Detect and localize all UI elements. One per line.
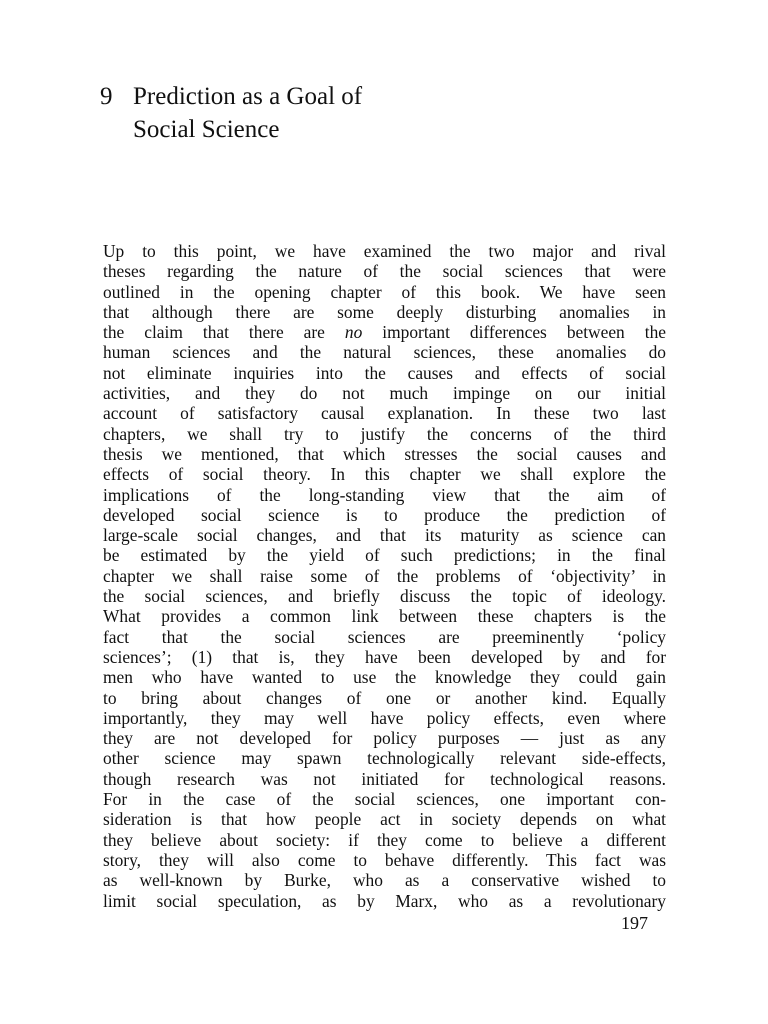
text-line-32: as well-known by Burke, who as a conservative wished to (103, 870, 666, 891)
text-line-25: they are not developed for policy purposes — just as any (103, 728, 666, 749)
text-line-6: human sciences and the natural sciences, these anomalies do (103, 342, 666, 363)
text-line-18: the social sciences, and briefly discuss the topic of ideology. (103, 586, 666, 607)
text-line-7: not eliminate inquiries into the causes and effects of social (103, 362, 666, 383)
text-line-4: that although there are some deeply disturbing anomalies in (103, 301, 666, 322)
text-line-21: sciences’; (1) that is, they have been developed by and for (103, 646, 666, 667)
chapter-number: 9 (100, 83, 113, 110)
text-line-23: to bring about changes of one or another kind. Equally (103, 687, 666, 708)
chapter-title (133, 80, 553, 146)
text-line-9: account of satisfactory causal explanation. In these two last (103, 403, 666, 424)
text-line-11: thesis we mentioned, that which stresses the social causes and (103, 443, 666, 464)
chapter-title-line-1: Prediction as a Goal of (133, 83, 363, 110)
text-line-22: men who have wanted to use the knowledge they could gain (103, 667, 666, 688)
text-line-8: activities, and they do not much impinge on our initial (103, 383, 666, 404)
text-line-12: effects of social theory. In this chapter we shall explore the (103, 464, 666, 485)
text-line-24: importantly, they may well have policy effects, even where (103, 707, 666, 728)
text-line-10: chapters, we shall try to justify the concerns of the third (103, 423, 666, 444)
text-line-3: outlined in the opening chapter of this book. We have seen (103, 281, 666, 302)
page-number: 197 (621, 913, 648, 933)
text-line-33: limit social speculation, as by Marx, who as a revolutionary (103, 890, 666, 911)
text-line-15: large-scale social changes, and that its maturity as science can (103, 525, 666, 546)
text-line-5-end: important differences between the (362, 322, 666, 343)
emphasis-no: no (344, 322, 363, 343)
text-line-5 (103, 322, 666, 342)
chapter-title-line-2: Social Science (133, 116, 280, 143)
body-paragraph (103, 241, 666, 911)
text-line-27: though research was not initiated for technological reasons. (103, 768, 666, 789)
text-line-2: theses regarding the nature of the social sciences that were (103, 261, 666, 282)
text-line-26: other science may spawn technologically relevant side-effects, (103, 748, 666, 769)
text-line-28: For in the case of the social sciences, one important con- (103, 789, 666, 810)
text-line-20: fact that the social sciences are preeminently ‘policy (103, 626, 666, 647)
text-line-16: be estimated by the yield of such predictions; in the final (103, 545, 666, 566)
text-line-1: Up to this point, we have examined the two major and rival (103, 241, 666, 261)
text-line-17: chapter we shall raise some of the problems of ‘objectivity’ in (103, 565, 666, 586)
text-line-14: developed social science is to produce the prediction of (103, 504, 666, 525)
text-line-29: sideration is that how people act in society depends on what (103, 809, 666, 830)
text-line-30: they believe about society: if they come to believe a different (103, 829, 666, 850)
text-line-19: What provides a common link between these chapters is the (103, 606, 666, 627)
text-line-31: story, they will also come to behave differently. This fact was (103, 849, 666, 870)
text-line-13: implications of the long-standing view that the aim of (103, 484, 666, 505)
text-line-5-start: the claim that there are (103, 322, 345, 343)
